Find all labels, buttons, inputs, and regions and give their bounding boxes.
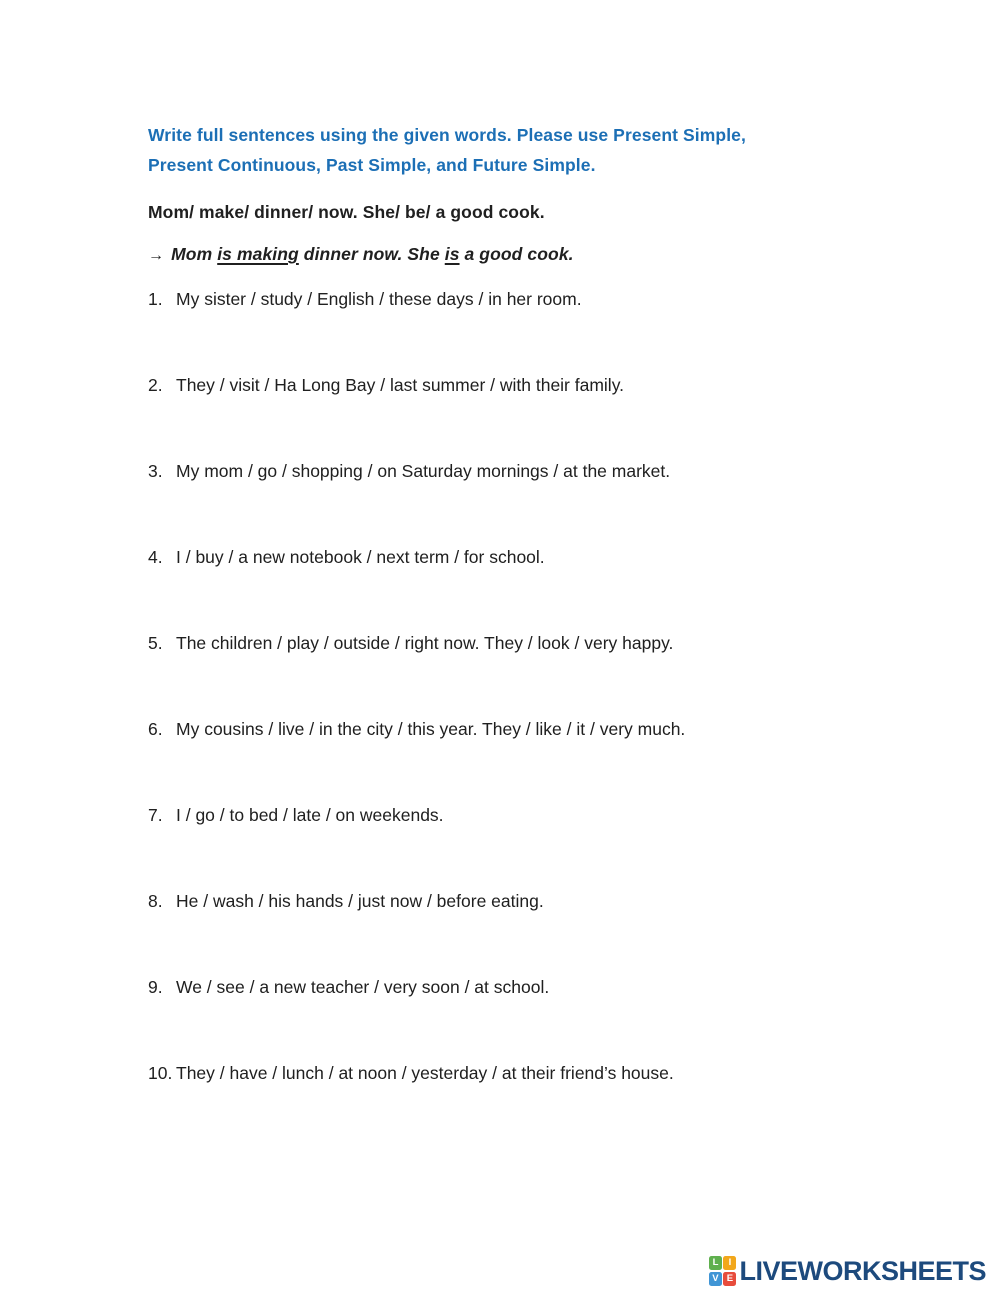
exercise-text: They / visit / Ha Long Bay / last summer / with their family. — [176, 375, 625, 395]
logo-tile-v: V — [709, 1272, 722, 1286]
answer-segment: dinner now. She — [298, 244, 445, 264]
exercise-item-5 — [148, 633, 858, 653]
exercise-item-1 — [148, 289, 858, 309]
exercise-text: I / go / to bed / late / on weekends. — [176, 805, 444, 825]
logo-tile-l: L — [709, 1256, 722, 1270]
answer-segment-underlined: is — [444, 244, 460, 264]
exercise-number: 5. — [148, 633, 163, 653]
exercise-item-7 — [148, 805, 858, 825]
exercise-number: 1. — [148, 289, 163, 309]
exercise-list — [148, 289, 858, 1083]
exercise-item-2 — [148, 375, 858, 395]
liveworksheets-logo-icon — [709, 1256, 737, 1286]
exercise-text: My cousins / live / in the city / this year. They / like / it / very much. — [176, 719, 686, 739]
exercise-item-6 — [148, 719, 858, 739]
exercise-number: 10. — [148, 1063, 173, 1083]
worksheet-content — [148, 120, 858, 1083]
liveworksheets-wordmark: LIVEWORKSHEETS — [739, 1256, 986, 1286]
exercise-item-3 — [148, 461, 858, 481]
exercise-number: 9. — [148, 977, 163, 997]
exercise-text: We / see / a new teacher / very soon / at school. — [176, 977, 550, 997]
example-answer — [148, 244, 858, 266]
instructions-line-2: Present Continuous, Past Simple, and Future Simple. — [148, 155, 596, 175]
exercise-number: 4. — [148, 547, 163, 567]
arrow-icon: → — [148, 247, 165, 264]
logo-tile-e: E — [723, 1272, 736, 1286]
exercise-number: 7. — [148, 805, 163, 825]
answer-segment: a good cook. — [459, 244, 574, 264]
liveworksheets-logo[interactable] — [709, 1256, 986, 1286]
answer-segment: Mom — [171, 244, 218, 264]
exercise-item-4 — [148, 547, 858, 567]
logo-tile-i: I — [723, 1256, 736, 1270]
exercise-text: They / have / lunch / at noon / yesterday / at their friend’s house. — [176, 1063, 674, 1083]
exercise-text: I / buy / a new notebook / next term / for school. — [176, 547, 545, 567]
exercise-number: 8. — [148, 891, 163, 911]
example-prompt: Mom/ make/ dinner/ now. She/ be/ a good cook. — [148, 202, 545, 222]
answer-segment-underlined: is making — [217, 244, 299, 264]
exercise-item-9 — [148, 977, 858, 997]
instructions-line-1: Write full sentences using the given words. Please use Present Simple, — [148, 125, 746, 145]
exercise-text: He / wash / his hands / just now / before eating. — [176, 891, 544, 911]
instructions — [148, 120, 858, 180]
exercise-text: The children / play / outside / right now. They / look / very happy. — [176, 633, 674, 653]
exercise-text: My sister / study / English / these days / in her room. — [176, 289, 582, 309]
exercise-number: 2. — [148, 375, 163, 395]
exercise-item-8 — [148, 891, 858, 911]
exercise-item-10 — [148, 1063, 858, 1083]
exercise-number: 6. — [148, 719, 163, 739]
exercise-number: 3. — [148, 461, 163, 481]
exercise-text: My mom / go / shopping / on Saturday mornings / at the market. — [176, 461, 671, 481]
